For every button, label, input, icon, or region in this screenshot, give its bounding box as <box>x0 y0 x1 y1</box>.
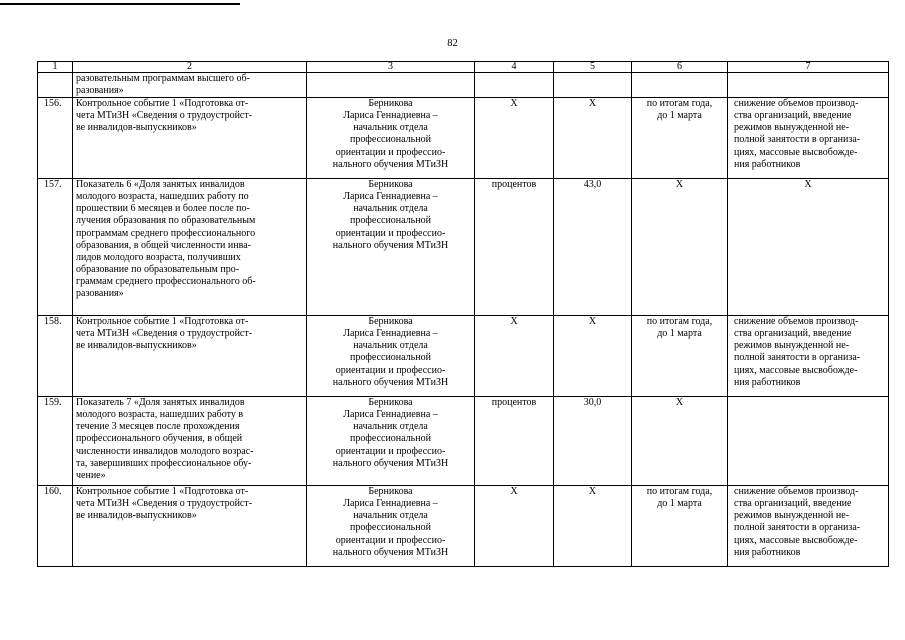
header-cell-1: 1 <box>38 62 73 73</box>
responsible-cell <box>307 486 475 567</box>
deadline-line: по итогам года, <box>646 316 713 328</box>
deadline-cell <box>632 486 728 567</box>
risk-line: ния работников <box>734 376 801 388</box>
responsible-line: Лариса Геннадиевна – <box>343 191 438 203</box>
value-cell: 43,0 <box>554 179 632 316</box>
unit-cell: Х <box>475 316 554 397</box>
deadline-line: до 1 марта <box>657 110 702 122</box>
description-line: ве инвалидов-выпускников» <box>76 122 197 134</box>
description-cell <box>73 179 307 316</box>
page-number: 82 <box>447 38 458 49</box>
risk-line: полной занятости в организа- <box>734 134 861 146</box>
risk-cell <box>728 98 889 179</box>
responsible-line: нального обучения МТиЗН <box>332 376 449 388</box>
responsible-line: Берникова <box>368 316 413 328</box>
risk-cell <box>728 397 889 486</box>
unit-cell: Х <box>475 486 554 567</box>
risk-line: циях, массовые высвобожде- <box>734 146 858 158</box>
description-line: чета МТиЗН «Сведения о трудоустройст- <box>76 498 253 510</box>
risk-line: ния работников <box>734 546 801 558</box>
deadline-cell <box>632 98 728 179</box>
deadline-line: Х <box>675 179 684 191</box>
row-number-cell: 160. <box>38 486 73 567</box>
responsible-line: профессиональной <box>350 215 431 227</box>
description-line: Показатель 6 «Доля занятых инвалидов <box>76 179 245 191</box>
risk-cell <box>728 73 889 98</box>
value-cell: Х <box>554 316 632 397</box>
deadline-cell <box>632 73 728 98</box>
table-row <box>38 316 889 397</box>
row-number-cell: 159. <box>38 397 73 486</box>
responsible-line: ориентации и профессио- <box>335 364 446 376</box>
risk-line: снижение объемов производ- <box>734 98 859 110</box>
risk-cell <box>728 486 889 567</box>
responsible-line: ориентации и профессио- <box>335 146 446 158</box>
row-number-cell: 156. <box>38 98 73 179</box>
description-line: лучения образования по образовательным <box>76 215 256 227</box>
row-number-cell: 158. <box>38 316 73 397</box>
responsible-line: Лариса Геннадиевна – <box>343 328 438 340</box>
row-number-cell: 157. <box>38 179 73 316</box>
description-line: молодого возраста, нашедших работу в <box>76 409 244 421</box>
risk-line: снижение объемов производ- <box>734 486 859 498</box>
value-cell: 30,0 <box>554 397 632 486</box>
risk-line: циях, массовые высвобожде- <box>734 534 858 546</box>
responsible-cell <box>307 73 475 98</box>
description-line: образования, в общей численности инва- <box>76 239 251 251</box>
unit-cell: процентов <box>475 397 554 486</box>
value-cell: Х <box>554 98 632 179</box>
risk-line: ства организаций, введение <box>734 328 852 340</box>
deadline-cell <box>632 316 728 397</box>
description-line: Показатель 7 «Доля занятых инвалидов <box>76 397 245 409</box>
deadline-line: до 1 марта <box>657 328 702 340</box>
responsible-cell <box>307 179 475 316</box>
description-cell <box>73 73 307 98</box>
responsible-line: нального обучения МТиЗН <box>332 546 449 558</box>
table-row <box>38 486 889 567</box>
header-cell-5: 5 <box>554 62 632 73</box>
table-row <box>38 98 889 179</box>
deadline-line: по итогам года, <box>646 486 713 498</box>
description-line: Контрольное событие 1 «Подготовка от- <box>76 486 249 498</box>
description-line: граммам среднего профессионального об- <box>76 275 256 287</box>
responsible-line: ориентации и профессио- <box>335 445 446 457</box>
responsible-cell <box>307 397 475 486</box>
deadline-cell <box>632 179 728 316</box>
unit-cell <box>475 73 554 98</box>
table-row <box>38 73 889 98</box>
risk-line: полной занятости в организа- <box>734 522 861 534</box>
risk-cell <box>728 179 889 316</box>
responsible-line: ориентации и профессио- <box>335 227 446 239</box>
description-line: чение» <box>76 469 106 481</box>
responsible-line: начальник отдела <box>353 203 428 215</box>
header-row <box>38 62 889 73</box>
responsible-line: нального обучения МТиЗН <box>332 158 449 170</box>
responsible-line: Берникова <box>368 98 413 110</box>
description-line: чета МТиЗН «Сведения о трудоустройст- <box>76 110 253 122</box>
risk-line: режимов вынужденной не- <box>734 510 850 522</box>
responsible-line: начальник отдела <box>353 122 428 134</box>
deadline-line: по итогам года, <box>646 98 713 110</box>
value-cell: Х <box>554 486 632 567</box>
risk-line: снижение объемов производ- <box>734 316 859 328</box>
responsible-line: начальник отдела <box>353 421 428 433</box>
description-cell <box>73 397 307 486</box>
responsible-line: Лариса Геннадиевна – <box>343 110 438 122</box>
unit-cell: Х <box>475 98 554 179</box>
risk-line: режимов вынужденной не- <box>734 340 850 352</box>
deadline-cell <box>632 397 728 486</box>
description-cell <box>73 486 307 567</box>
value-cell <box>554 73 632 98</box>
description-line: разования» <box>76 288 124 300</box>
responsible-line: профессиональной <box>350 134 431 146</box>
description-cell <box>73 316 307 397</box>
responsible-line: Лариса Геннадиевна – <box>343 409 438 421</box>
deadline-line: Х <box>675 397 684 409</box>
table-row <box>38 179 889 316</box>
responsible-line: Берникова <box>368 179 413 191</box>
deadline-line: до 1 марта <box>657 498 702 510</box>
responsible-cell <box>307 316 475 397</box>
table-row <box>38 397 889 486</box>
description-line: лидов молодого возраста, получивших <box>76 251 241 263</box>
header-cell-4: 4 <box>475 62 554 73</box>
responsible-line: профессиональной <box>350 522 431 534</box>
description-line: разования» <box>76 85 124 97</box>
description-line: чета МТиЗН «Сведения о трудоустройст- <box>76 328 253 340</box>
header-cell-3: 3 <box>307 62 475 73</box>
risk-line: ства организаций, введение <box>734 110 852 122</box>
responsible-line: профессиональной <box>350 433 431 445</box>
plan-table <box>37 61 889 567</box>
description-line: разовательным программам высшего об- <box>76 73 250 84</box>
risk-line: Х <box>804 179 812 191</box>
risk-line: ния работников <box>734 158 801 170</box>
responsible-line: ориентации и профессио- <box>335 534 446 546</box>
description-line: Контрольное событие 1 «Подготовка от- <box>76 316 249 328</box>
description-line: ве инвалидов-выпускников» <box>76 510 197 522</box>
responsible-line: начальник отдела <box>353 340 428 352</box>
description-cell <box>73 98 307 179</box>
description-line: численности инвалидов молодого возрас- <box>76 445 254 457</box>
responsible-cell <box>307 98 475 179</box>
responsible-line: нального обучения МТиЗН <box>332 457 449 469</box>
description-line: ве инвалидов-выпускников» <box>76 340 197 352</box>
risk-line: ства организаций, введение <box>734 498 852 510</box>
responsible-line: нального обучения МТиЗН <box>332 239 449 251</box>
responsible-line: Берникова <box>368 486 413 498</box>
description-line: прошествии 6 месяцев и более после по- <box>76 203 250 215</box>
risk-line: режимов вынужденной не- <box>734 122 850 134</box>
description-line: образование по образовательным про- <box>76 263 240 275</box>
unit-cell: процентов <box>475 179 554 316</box>
responsible-line: Лариса Геннадиевна – <box>343 498 438 510</box>
header-cell-2: 2 <box>73 62 307 73</box>
risk-line: циях, массовые высвобожде- <box>734 364 858 376</box>
description-line: профессионального обучения, в общей <box>76 433 243 445</box>
header-cell-7: 7 <box>728 62 889 73</box>
description-line: Контрольное событие 1 «Подготовка от- <box>76 98 249 110</box>
row-number-cell <box>38 73 73 98</box>
responsible-line: профессиональной <box>350 352 431 364</box>
risk-cell <box>728 316 889 397</box>
description-line: программам среднего профессионального <box>76 227 256 239</box>
header-cell-6: 6 <box>632 62 728 73</box>
risk-line: полной занятости в организа- <box>734 352 861 364</box>
description-line: течение 3 месяцев после прохождения <box>76 421 240 433</box>
responsible-line: начальник отдела <box>353 510 428 522</box>
responsible-line: Берникова <box>368 397 413 409</box>
top-rule <box>0 3 240 5</box>
description-line: молодого возраста, нашедших работу по <box>76 191 249 203</box>
description-line: та, завершивших профессиональное обу- <box>76 457 252 469</box>
